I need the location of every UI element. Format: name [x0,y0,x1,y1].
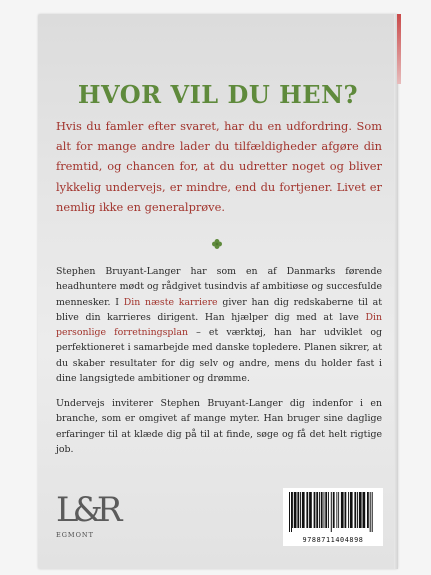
book-title-highlight: Din næste karriere [123,296,218,308]
barcode-bar [372,492,373,532]
barcode-bar [354,492,356,528]
barcode-bar [345,492,347,528]
barcode-bar [348,492,349,528]
barcode [283,488,383,546]
barcode-bar [292,492,293,528]
teaser-text: Hvis du famler efter svaret, har du en udfordring. Som alt for mange andre lader du tilfældigheder afgøre din fremtid, og chancen for, at du udretter noget og bliver lykkelig undervejs, er mindre, end du fortjener. Livet er nemlig ikke en generalprøve. [56,119,382,214]
description-paragraph-2: Undervejs inviterer Stephen Bruyant-Langer dig indenfor i en branche, som er omgivet af mange myter. Han bruger sine daglige erfaringer til at klæde dig på til at finde, søge og få det helt rigtige job. [56,398,382,455]
barcode-bar [328,492,329,528]
paragraph-1-part-2: giver han dig redskaberne til at blive din karrieres dirigent. Han hjælper dig med at lave [56,296,382,323]
barcode-bar [306,492,308,528]
headline: HVOR VIL DU HEN? [77,80,359,109]
barcode-bar [291,492,292,532]
barcode-bar [309,492,312,528]
clover-icon [211,238,223,250]
paragraph-1-part-1: Stephen Bruyant-Langer har som en af Danmarks førende headhuntere mødt og rådgivet tusindvis af ambitiøse og succesfulde mennesker. I [56,266,382,308]
barcode-bar [341,492,344,528]
barcode-bar [338,492,339,528]
barcode-bar [314,492,316,528]
barcode-bar [363,492,366,528]
barcode-bar [319,492,320,528]
barcode-bar [350,492,353,528]
barcode-bar [316,492,318,528]
publisher-name: EGMONT [56,531,94,539]
red-page-edge [397,14,401,84]
barcode-bar [336,492,337,528]
barcode-bar [321,492,323,528]
isbn-number: 9788711404898 [302,536,364,544]
barcode-bar [370,492,371,532]
barcode-bar [289,492,290,532]
barcode-bar [359,492,362,528]
barcode-bar [333,492,335,528]
barcode-bar [297,492,299,528]
barcode-bar [302,492,305,528]
barcode-bar [367,492,369,528]
barcode-bar [331,492,332,532]
barcode-bar [325,492,327,528]
barcode-bars [289,492,377,532]
publisher-logo [56,490,126,539]
barcode-bar [300,492,301,528]
description-paragraph-1 [56,264,382,386]
paragraph-1-part-3: – et værktøj, han har udviklet og perfektioneret i samarbejde med danske topledere. Planen sikrer, at du skaber resultater for dig selv og andre, mens du holder fast i dine langsigtede ambitioner og drømme. [56,327,382,385]
publisher-logo-mark: L&R [56,490,117,530]
barcode-bar [357,492,358,528]
barcode-bar [294,492,297,528]
business-plan-highlight: Din personlige forretningsplan [56,311,382,339]
barcode-bar [324,492,325,528]
